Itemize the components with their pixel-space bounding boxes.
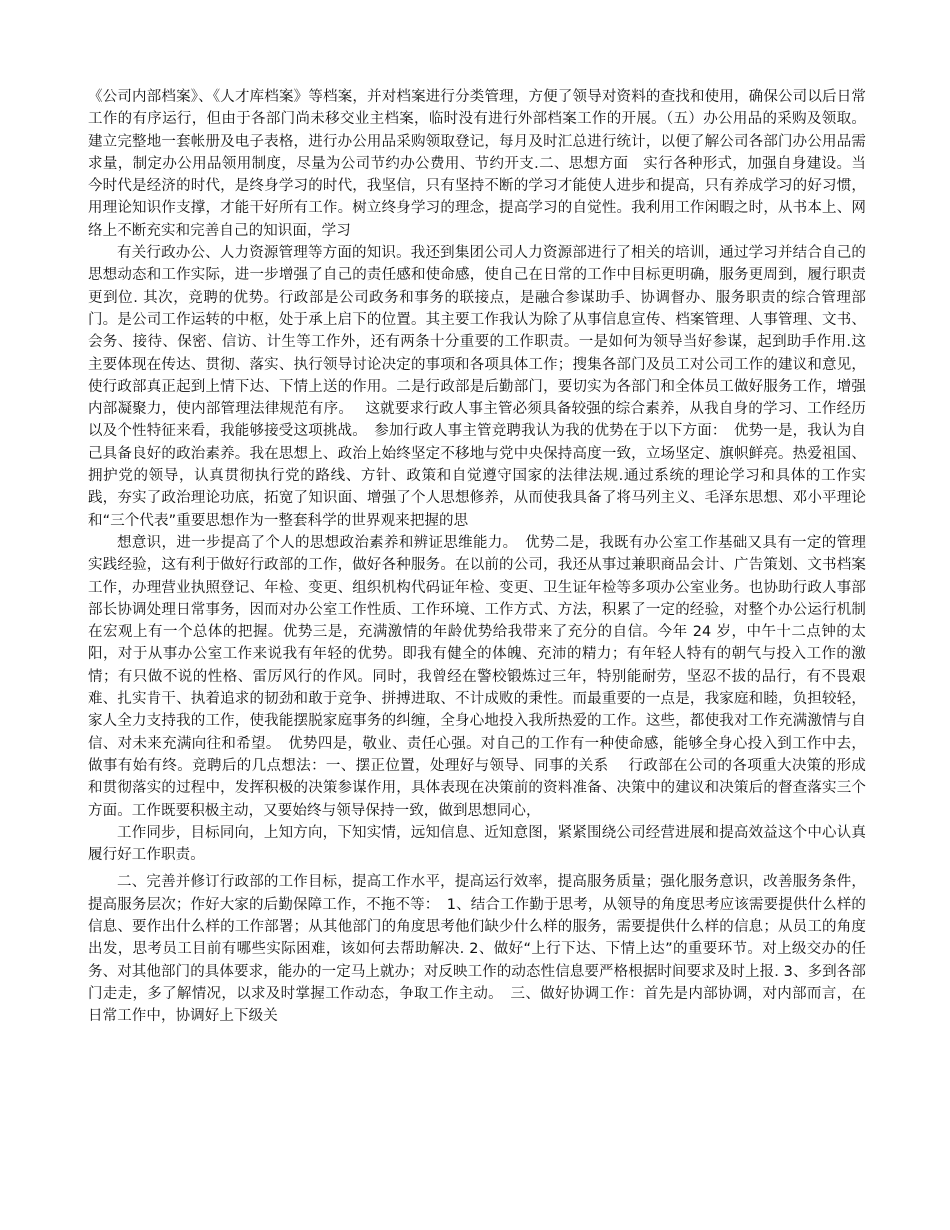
document-body	[88, 86, 866, 1027]
paragraph-3: 想意识，进一步提高了个人的思想政治素养和辨证思维能力。 优势二是，我既有办公室工作基础又具有一定的管理实践经验，这有利于做好行政部的工作，做好各种服务。在以前的公司，我还从事过兼职商品会计、广告策划、文书档案工作，办理营业执照登记、年检、变更、组织机构代码证年检、变更、卫生证年检等多项办公室业务。也协助行政人事部部长协调处理日常事务，因而对办公室工作性质、工作环境、工作方式、方法，积累了一定的经验，对整个办公运行机制在宏观上有一个总体的把握。优势三是，充满激情的年龄优势给我带来了充分的自信。今年 24 岁，中午十二点钟的太阳，对于从事办公室工作来说我有年轻的优势。即我有健全的体魄、充沛的精力；有年轻人特有的朝气与投入工作的激情；有只做不说的性格、雷厉风行的作风。同时，我曾经在警校锻炼过三年，特别能耐劳，坚忍不拔的品行，有不畏艰难、扎实肯干、执着追求的韧劲和敢于竞争、拼搏进取、不计成败的秉性。而最重要的一点是，我家庭和睦，负担较轻，家人全力支持我的工作，使我能摆脱家庭事务的纠缠，全身心地投入我所热爱的工作。这些，都使我对工作充满激情与自信、对未来充满向往和希望。 优势四是，敬业、责任心强。对自己的工作有一种使命感，能够全身心投入到工作中去，做事有始有终。竞聘后的几点想法：一、摆正位置，处理好与领导、同事的关系 行政部在公司的各项重大决策的形成和贯彻落实的过程中，发挥积极的决策参谋作用，具体表现在决策前的资料准备、决策中的建议和决策后的督查落实三个方面。工作既要积极主动，又要始终与领导保持一致，做到思想同心，	[88, 534, 866, 819]
paragraph-5: 二、完善并修订行政部的工作目标，提高工作水平，提高运行效率，提高服务质量；强化服务意识，改善服务条件，提高服务层次；作好大家的后勤保障工作，不拖不等： 1、结合工作勤于思考，从领导的角度思考应该需要提供什么样的信息、要作出什么样的工作部署；从其他部门的角度思考他们缺少什么样的服务，需要提供什么样的信息；从员工的角度出发，思考员工目前有哪些实际困难，该如何去帮助解决. 2、做好“上行下达、下情上达”的重要环节。对上级交办的任务、对其他部门的具体要求，能办的一定马上就办；对反映工作的动态性信息要严格根据时间要求及时上报. 3、多到各部门走走，多了解情况，以求及时掌握工作动态，争取工作主动。 三、做好协调工作：首先是内部协调，对内部而言，在日常工作中，协调好上下级关	[88, 874, 866, 1025]
paragraph-4: 工作同步，目标同向，上知方向，下知实情，远知信息、近知意图，紧紧围绕公司经营进展和提高效益这个中心认真履行好工作职责。	[88, 824, 866, 864]
paragraph-2: 有关行政办公、人力资源管理等方面的知识。我还到集团公司人力资源部进行了相关的培训，通过学习并结合自己的思想动态和工作实际，进一步增强了自己的责任感和使命感，使自己在日常的工作中目标更明确，服务更周到，履行职责更到位. 其次，竞聘的优势。行政部是公司政务和事务的联接点，是融合参谋助手、协调督办、服务职责的综合管理部门。是公司工作运转的中枢，处于承上启下的位置。其主要工作我认为除了从事信息宣传、档案管理、人事管理、文书、会务、接待、保密、信访、计生等工作外，还有两条十分重要的工作职责。一是如何为领导当好参谋，起到助手作用.这主要体现在传达、贯彻、落实、执行领导讨论决定的事项和各项具体工作；搜集各部门及员工对公司工作的建议和意见，使行政部真正起到上情下达、下情上送的作用。二是行政部是后勤部门，要切实为各部门和全体员工做好服务工作，增强内部凝聚力，使内部管理法律规范有序。 这就要求行政人事主管必须具备较强的综合素养，从我自身的学习、工作经历以及个性特征来看，我能够接受这项挑战。 参加行政人事主管竞聘我认为我的优势在于以下方面： 优势一是，我认为自己具备良好的政治素养。我在思想上、政治上始终坚定不移地与党中央保持高度一致，立场坚定、旗帜鲜亮。热爱祖国、拥护党的领导，认真贯彻执行党的路线、方针、政策和自觉遵守国家的法律法规.通过系统的理论学习和具体的工作实践，夯实了政治理论功底，拓宽了知识面、增强了个人思想修养，从而使我具备了将马列主义、毛泽东思想、邓小平理论和“三个代表”重要思想作为一整套科学的世界观来把握的思	[88, 245, 866, 529]
paragraph-1: 《公司内部档案》、《人才库档案》等档案，并对档案进行分类管理，方便了领导对资料的查找和使用，确保公司以后日常工作的有序运行，但由于各部门尚未移交业主档案，临时没有进行外部档案工作的开展。（五）办公用品的采购及领取。建立完整地一套帐册及电子表格，进行办公用品采购领取登记，每月及时汇总进行统计，以便了解公司各部门办公用品需求量，制定办公用品领用制度，尽量为公司节约办公费用、节约开支.二、思想方面 实行各种形式，加强自身建设。当今时代是经济的时代，是终身学习的时代，我坚信，只有坚持不断的学习才能使人进步和提高，只有养成学习的好习惯，用理论知识作支撑，才能干好所有工作。树立终身学习的理念，提高学习的自觉性。我利用工作闲暇之时，从书本上、网络上不断充实和完善自己的知识面，学习	[88, 89, 866, 239]
